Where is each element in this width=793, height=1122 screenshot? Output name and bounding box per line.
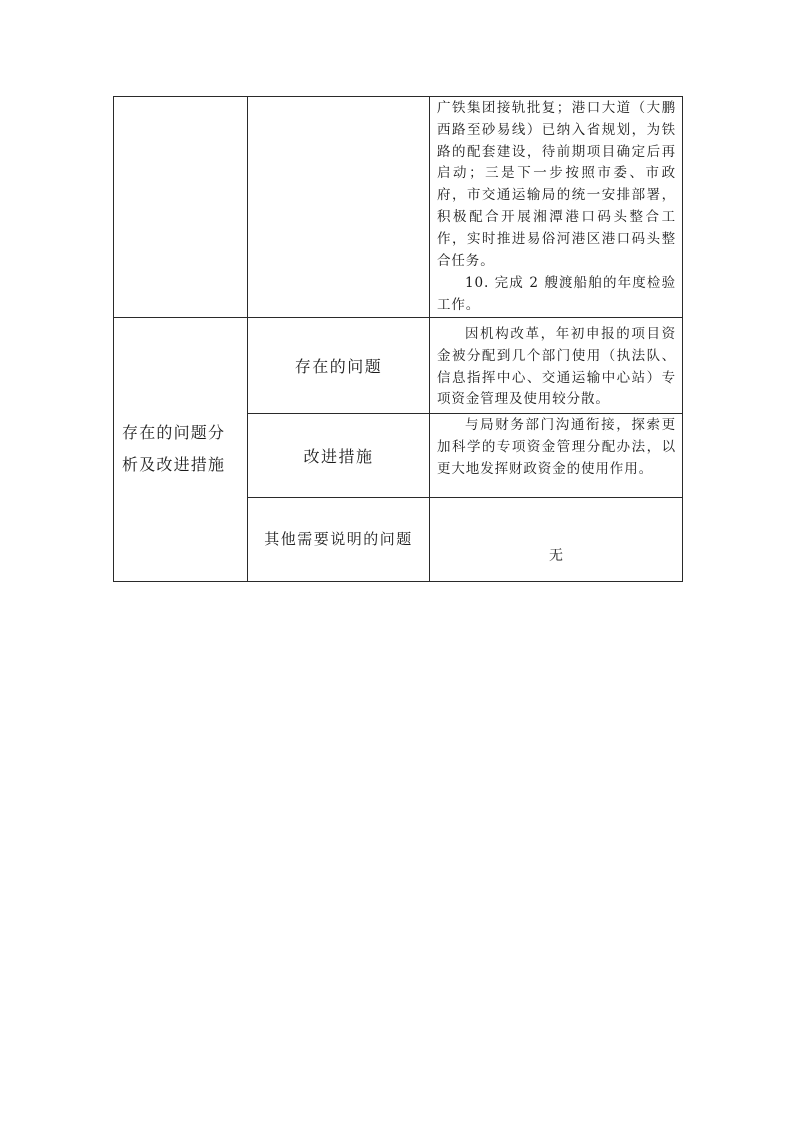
section-label: 存在的问题分析及改进措施 <box>122 423 226 475</box>
problems-label: 存在的问题 <box>248 317 430 413</box>
continued-measures-text: 广铁集团接轨批复；港口大道（大鹏西路至砂易线）已纳入省规划，为铁路的配套建设，待前期项目确定后再启动；三是下一步按照市委、市政府，市交通运输局的统一安排部署，积极配合开展湘潭港口码头整合工作，实时推进易俗河港区港口码头整合任务。 <box>437 100 676 269</box>
other-content-cell <box>430 497 683 581</box>
continued-empty-cell-1 <box>114 97 248 318</box>
performance-table <box>113 96 683 582</box>
continued-row <box>114 97 683 318</box>
continued-content-cell <box>430 97 683 318</box>
inspection-item-text: 10. 完成 2 艘渡船舶的年度检验工作。 <box>437 275 676 314</box>
section-label-cell <box>114 317 248 581</box>
problems-row <box>114 317 683 413</box>
improvement-content-cell <box>430 413 683 497</box>
problems-content: 因机构改革，年初申报的项目资金被分配到几个部门使用（执法队、信息指挥中心、交通运输中心站）专项资金管理及使用较分散。 <box>437 325 676 408</box>
improvement-label: 改进措施 <box>248 413 430 497</box>
other-content: 无 <box>549 548 563 565</box>
other-label-cell <box>248 497 430 581</box>
problems-content-cell <box>430 317 683 413</box>
improvement-content: 与局财务部门沟通衔接，探索更加科学的专项资金管理分配办法，以更大地发挥财政资金的使用作用。 <box>437 416 676 477</box>
other-label: 其他需要说明的问题 <box>264 530 413 549</box>
continued-empty-cell-2 <box>248 97 430 318</box>
